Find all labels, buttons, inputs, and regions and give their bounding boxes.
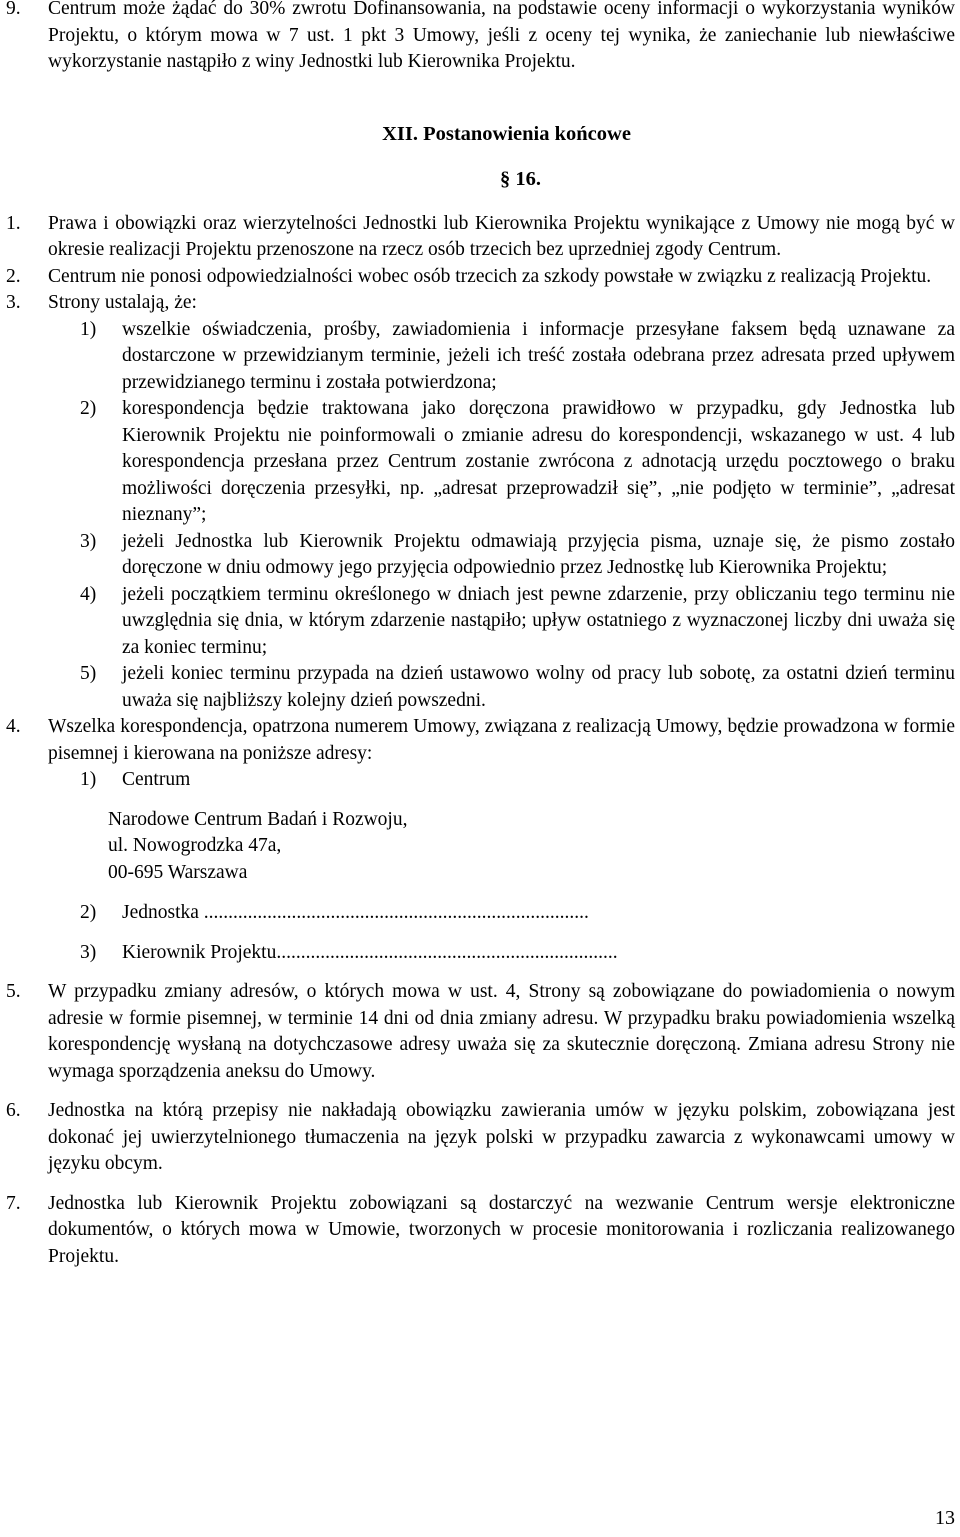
address-kierownik	[6, 940, 955, 967]
address-line: 00-695 Warszawa	[108, 861, 248, 883]
address-label: Centrum	[122, 769, 191, 790]
item-6	[6, 1098, 955, 1178]
item-number: 7.	[6, 1192, 21, 1214]
item-5	[6, 979, 955, 1085]
address-centrum	[6, 767, 955, 794]
address-jednostka	[6, 900, 955, 927]
item-1	[6, 211, 955, 264]
item-3	[6, 290, 955, 317]
subitem-text: wszelkie oświadczenia, prośby, zawiadomienia i informacje przesyłane faksem będą uznawane za dostarczone w przewidzianym terminie, jeżeli ich treść została odebrana przez adresata przed upływem przewidzianego terminu i została potwierdzona;	[122, 318, 955, 393]
address-line: Narodowe Centrum Badań i Rozwoju,	[108, 808, 408, 830]
paragraph-number: 16.	[515, 168, 541, 190]
paragraph-sign: §	[500, 168, 511, 190]
address-line: ul. Nowogrodzka 47a,	[108, 835, 282, 856]
subitem-number: 1)	[80, 769, 97, 790]
page-number: 13	[935, 1506, 955, 1529]
item-text: Jednostka na którą przepisy nie nakładają obowiązku zawierania umów w języku polskim, zobowiązana jest dokonać jej uwierzytelnionego tłumaczenia na język polski w przypadku zawarcia z wykonawcami umowy w języku obcym.	[48, 1100, 955, 1174]
item-text: W przypadku zmiany adresów, o których mowa w ust. 4, Strony są zobowiązane do powiadomienia o nowym adresie w formie pisemnej, w terminie 14 dni od dnia zmiany adresu. W przypadku braku powiadomienia wszelką korespondencję wysłaną na dotychczasowe adresy uważa się za skutecznie doręczoną. Zmiana adresu Strony nie wymaga sporządzenia aneksu do Umowy.	[48, 981, 955, 1082]
item-text: Centrum nie ponosi odpowiedzialności wobec osób trzecich za szkody powstałe w związku z realizacją Projektu.	[48, 265, 932, 287]
item-number: 2.	[6, 265, 21, 287]
subitem-number: 1)	[80, 318, 97, 340]
subitem-number: 3)	[80, 941, 97, 963]
address-label: Kierownik Projektu......................................................................	[122, 941, 618, 963]
subitem-3-2	[6, 396, 955, 529]
subitem-number: 3)	[80, 530, 97, 552]
item-number: 9.	[6, 0, 21, 19]
subitem-text: jeżeli początkiem terminu określonego w dniach jest pewne zdarzenie, przy obliczaniu tego terminu nie uwzględnia się dnia, w którym zdarzenie nastąpiło; upływ ostatniego z wyznaczonej liczby dni uważa się za koniec terminu;	[122, 583, 955, 658]
item-number: 3.	[6, 292, 21, 313]
subitem-3-5	[6, 661, 955, 714]
item-text: Strony ustalają, że:	[48, 292, 197, 313]
subitem-number: 5)	[80, 663, 97, 684]
item-text: Prawa i obowiązki oraz wierzytelności Jednostki lub Kierownika Projektu wynikające z Umowy nie mogą być w okresie realizacji Projektu przenoszone na rzecz osób trzecich bez uprzedniej zgody Centrum.	[48, 212, 955, 260]
item-number: 1.	[6, 212, 21, 234]
item-7	[6, 1191, 955, 1271]
subitem-number: 2)	[80, 398, 97, 419]
section-title: XII. Postanowienia końcowe	[382, 122, 631, 145]
item-number: 6.	[6, 1100, 21, 1121]
paragraph-heading	[6, 166, 955, 193]
item-4	[6, 714, 955, 767]
item-text: Centrum może żądać do 30% zwrotu Dofinansowania, na podstawie oceny informacji o wykorzystania wyników Projektu, o którym mowa w 7 ust. 1 pkt 3 Umowy, jeśli z oceny tej wynika, że zaniechanie lub niewłaściwe wykorzystanie nastąpiło z winy Jednostki lub Kierownika Projektu.	[48, 0, 955, 72]
subitem-text: jeżeli Jednostka lub Kierownik Projektu odmawiają przyjęcia pisma, uznaje się, że pismo zostało doręczone w dniu odmowy jego przyjęcia odpowiednio przez Jednostkę lub Kierownika Projektu;	[122, 530, 955, 578]
item-text: Wszelka korespondencja, opatrzona numerem Umowy, związana z realizacją Umowy, będzie prowadzona w formie pisemnej i kierowana na poniższe adresy:	[48, 716, 955, 764]
subitem-3-1	[6, 317, 955, 397]
paragraph-9	[6, 0, 955, 76]
subitem-text: jeżeli koniec terminu przypada na dzień ustawowo wolny od pracy lub sobotę, za ostatni dzień terminu uważa się najbliższy kolejny dzień powszedni.	[122, 663, 955, 711]
address-block	[6, 807, 955, 887]
item-number: 4.	[6, 716, 21, 737]
subitem-text: korespondencja będzie traktowana jako doręczona prawidłowo w przypadku, gdy Jednostka lub Kierownik Projektu nie poinformowali o zmianie adresu do korespondencji, wskazanego w ust. 4 lub korespondencja przesłana przez Centrum zostanie zwrócona z adnotacją urzędu pocztowego o braku możliwości doręczenia przesyłki, np. „adresat przeprowadził się”, „nie podjęto w terminie”, „adresat nieznany”;	[122, 398, 955, 525]
subitem-3-3	[6, 529, 955, 582]
item-2	[6, 264, 955, 291]
subitem-number: 4)	[80, 583, 97, 605]
address-label: Jednostka ...............................................................................	[122, 902, 589, 923]
item-number: 5.	[6, 981, 21, 1002]
item-text: Jednostka lub Kierownik Projektu zobowiązani są dostarczyć na wezwanie Centrum wersje elektroniczne dokumentów, o których mowa w Umowie, tworzonych w procesie monitorowania i rozliczania realizowanego Projektu.	[48, 1192, 955, 1267]
subitem-number: 2)	[80, 902, 97, 923]
subitem-3-4	[6, 582, 955, 662]
